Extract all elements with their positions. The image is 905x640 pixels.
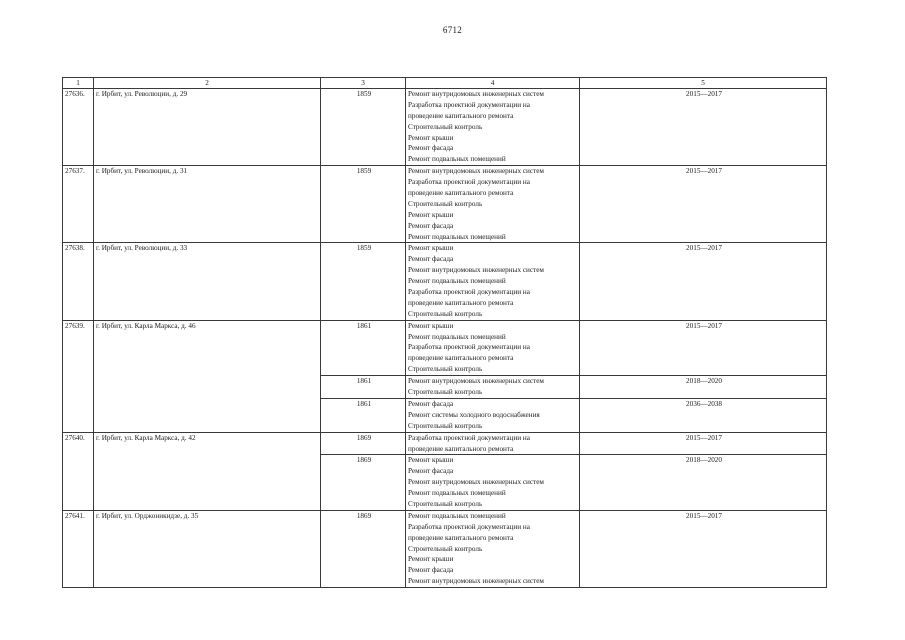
object-number-cell: 27641. (63, 510, 94, 587)
table-row (63, 243, 827, 320)
object-number-cell: 27639. (63, 320, 94, 432)
work-item: Ремонт внутридомовых инженерных систем (408, 577, 544, 586)
object-number-cell: 27640. (63, 432, 94, 510)
page-number: 6712 (442, 25, 463, 35)
column-header: 2 (94, 78, 321, 89)
work-item: Строительный контроль (408, 199, 483, 208)
work-item: Ремонт подвальных помещений (408, 232, 506, 241)
work-item: Разработка проектной документации на (408, 433, 530, 442)
work-item: Ремонт подвальных помещений (408, 155, 506, 164)
column-header: 5 (580, 78, 827, 89)
year-cell: 1861 (321, 320, 406, 375)
work-item: Ремонт фасада (408, 566, 454, 575)
work-item: Ремонт подвальных помещений (408, 332, 506, 341)
work-item: проведение капитального ремонта (408, 354, 514, 363)
work-item: Строительный контроль (408, 309, 483, 318)
work-item: проведение капитального ремонта (408, 111, 514, 120)
period-cell: 2036—2038 (580, 398, 827, 432)
year-cell: 1869 (321, 432, 406, 455)
work-item: Ремонт фасада (408, 144, 454, 153)
year-cell: 1869 (321, 510, 406, 587)
address-cell: г. Ирбит, ул. Карла Маркса, д. 42 (94, 432, 321, 510)
work-item: проведение капитального ремонта (408, 298, 514, 307)
work-item: Разработка проектной документации на (408, 178, 530, 187)
period-cell: 2015—2017 (580, 89, 827, 166)
period-cell: 2015—2017 (580, 510, 827, 587)
year-cell: 1861 (321, 376, 406, 399)
object-number-cell: 27637. (63, 166, 94, 243)
column-header: 4 (406, 78, 580, 89)
work-item: Строительный контроль (408, 122, 483, 131)
address-cell: г. Ирбит, ул. Орджоникидзе, д. 35 (94, 510, 321, 587)
work-item: Ремонт крыши (408, 210, 454, 219)
column-header: 1 (63, 78, 94, 89)
column-number-row (63, 78, 827, 89)
work-item: Ремонт крыши (408, 244, 454, 253)
work-item: Ремонт системы холодного водоснабжения (408, 410, 540, 419)
works-cell (406, 398, 580, 432)
work-item: Ремонт внутридомовых инженерных систем (408, 90, 544, 98)
works-cell (406, 455, 580, 510)
work-item: Ремонт фасада (408, 467, 454, 476)
period-cell: 2018—2020 (580, 455, 827, 510)
work-item: Ремонт подвальных помещений (408, 511, 506, 520)
work-item: проведение капитального ремонта (408, 444, 514, 453)
work-item: Строительный контроль (408, 499, 483, 508)
address-cell: г. Ирбит, ул. Карла Маркса, д. 46 (94, 320, 321, 432)
period-cell: 2015—2017 (580, 320, 827, 375)
year-cell: 1861 (321, 398, 406, 432)
work-item: Разработка проектной документации на (408, 343, 530, 352)
work-item: проведение капитального ремонта (408, 533, 514, 542)
year-cell: 1859 (321, 243, 406, 320)
work-item: Строительный контроль (408, 421, 483, 430)
address-cell: г. Ирбит, ул. Революции, д. 29 (94, 89, 321, 166)
period-cell: 2018—2020 (580, 376, 827, 399)
works-cell (406, 89, 580, 166)
year-cell: 1869 (321, 455, 406, 510)
work-item: Разработка проектной документации на (408, 288, 530, 297)
works-cell (406, 320, 580, 375)
work-item: Ремонт фасада (408, 399, 454, 408)
table-row (63, 432, 827, 455)
work-item: Ремонт крыши (408, 321, 454, 330)
work-item: Ремонт подвальных помещений (408, 489, 506, 498)
object-number-cell: 27638. (63, 243, 94, 320)
period-cell: 2015—2017 (580, 166, 827, 243)
table-row (63, 510, 827, 587)
work-item: Ремонт фасада (408, 221, 454, 230)
works-cell (406, 510, 580, 587)
table-row (63, 320, 827, 375)
work-item: Ремонт подвальных помещений (408, 277, 506, 286)
address-cell: г. Ирбит, ул. Революции, д. 31 (94, 166, 321, 243)
work-item: Разработка проектной документации на (408, 522, 530, 531)
year-cell: 1859 (321, 89, 406, 166)
work-item: проведение капитального ремонта (408, 189, 514, 198)
repair-schedule-table (62, 77, 827, 588)
work-item: Ремонт крыши (408, 133, 454, 142)
work-item: Строительный контроль (408, 365, 483, 374)
works-cell (406, 243, 580, 320)
address-cell: г. Ирбит, ул. Революции, д. 33 (94, 243, 321, 320)
work-item: Ремонт внутридомовых инженерных систем (408, 266, 544, 275)
works-cell (406, 376, 580, 399)
period-cell: 2015—2017 (580, 432, 827, 455)
table-row (63, 166, 827, 243)
work-item: Ремонт фасада (408, 255, 454, 264)
period-cell: 2015—2017 (580, 243, 827, 320)
object-number-cell: 27636. (63, 89, 94, 166)
work-item: Разработка проектной документации на (408, 100, 530, 109)
work-item: Ремонт крыши (408, 456, 454, 465)
table-body (63, 89, 827, 588)
table-row (63, 89, 827, 166)
works-cell (406, 166, 580, 243)
work-item: Ремонт внутридомовых инженерных систем (408, 478, 544, 487)
works-cell (406, 432, 580, 455)
work-item: Ремонт внутридомовых инженерных систем (408, 377, 544, 386)
work-item: Строительный контроль (408, 388, 483, 397)
column-header: 3 (321, 78, 406, 89)
work-item: Строительный контроль (408, 544, 483, 553)
work-item: Ремонт внутридомовых инженерных систем (408, 167, 544, 176)
year-cell: 1859 (321, 166, 406, 243)
work-item: Ремонт крыши (408, 555, 454, 564)
